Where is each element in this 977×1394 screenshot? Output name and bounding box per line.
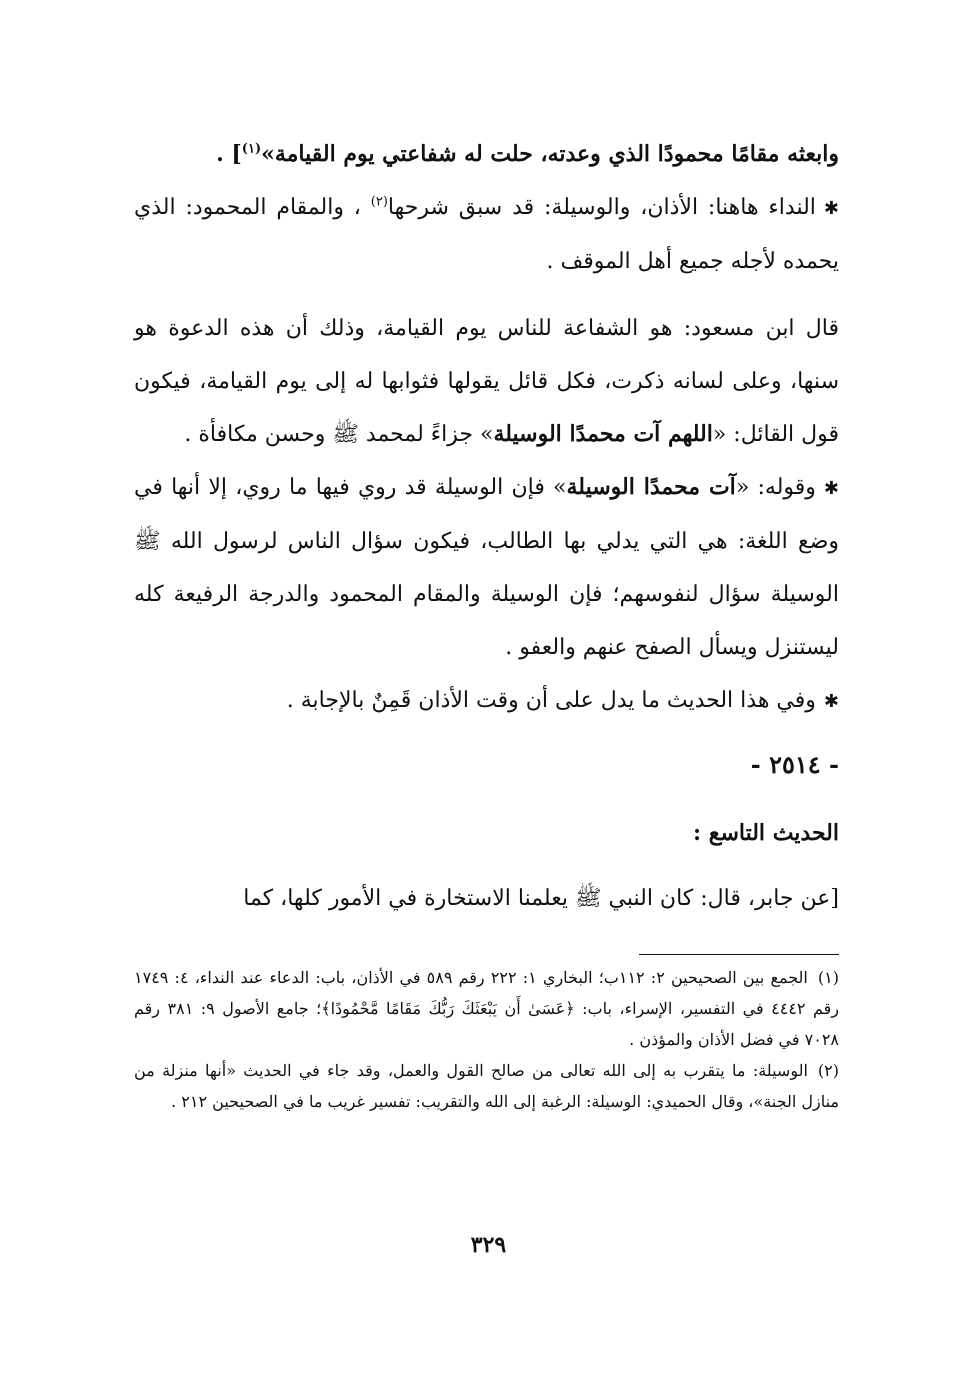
main-text [134, 128, 839, 925]
footnote-ref-1: (١) [241, 141, 262, 157]
paragraph-wasila [134, 461, 839, 674]
footnote-text: الجمع بين الصحيحين ٢: ١١٢ب؛ البخاري ١: ٢٢٢ رقم ٥٨٩ في الأذان، باب: الدعاء عند النداء، ٤: ١٧٤٩ رقم ٤٤٤٢ في التفسير، الإسراء، باب: ﴿عَسَىٰ أَن يَبْعَثَكَ رَبُّكَ مَقَامًا مَّحْمُودًا﴾؛ جامع الأصول ٩: ٣٨١ رقم ٧٠٢٨ في فضل الأذان والمؤذن . [134, 968, 840, 1049]
wasila-quote: آت محمدًا الوسيلة [566, 474, 736, 500]
asterisk-icon: ✱ [823, 198, 839, 219]
footnote-number: (١) [817, 968, 839, 987]
wasila-text-b: » فإن الوسيلة قد روي فيها ما روي، إلا أنها في وضع اللغة: هي التي يدلي بها الطالب، فيكون سؤال الناس لرسول الله ﷺ الوسيلة سؤال لنفوسهم؛ فإن الوسيلة والمقام المحمود والدرجة الرفيعة كله ليستنزل ويسأل الصفح عنهم والعفو . [134, 475, 839, 660]
ibn-masud-quote: اللهم آت محمدًا الوسيلة [493, 421, 713, 447]
hadith-ending-text: وابعثه مقامًا محمودًا الذي وعدته، حلت له شفاعتي يوم القيامة» [261, 141, 839, 167]
ibn-masud-text-b: » جزاءً لمحمد ﷺ وحسن مكافأة . [184, 422, 494, 447]
footnote-divider [639, 954, 839, 955]
paragraph-ibn-masud [134, 302, 839, 461]
footnote-ref-2: (٢) [370, 194, 388, 210]
footnote-1 [134, 962, 839, 1055]
asterisk-icon: ✱ [823, 691, 839, 712]
nida-text-b: ، والمقام المحمود: الذي يحمده لأجله جميع أهل الموقف . [134, 195, 839, 274]
asterisk-icon: ✱ [823, 478, 839, 499]
paragraph-nida [134, 181, 839, 288]
paragraph-hadith-ending [134, 128, 839, 181]
ibn-masud-text-a: قال ابن مسعود: هو الشفاعة للناس يوم القيامة، وذلك أن هذه الدعوة هو سنها، وعلى لسانه ذكرت، فكل قائل يقولها فثوابها له إلى يوم القيامة، فيكون قول القائل: « [134, 316, 839, 447]
footnote-2 [134, 1055, 839, 1117]
section-heading: الحديث التاسع : [692, 820, 839, 846]
footnote-text: الوسيلة: ما يتقرب به إلى الله تعالى من صالح القول والعمل، وقد جاء في الحديث «أنها منزلة من منازل الجنة»، وقال الحميدي: الوسيلة: الرغبة إلى الله والتقريب: تفسير غريب ما في الصحيحين ٢١٢ . [134, 1061, 839, 1111]
nida-text-a: النداء هاهنا: الأذان، والوسيلة: قد سبق شرحها [387, 195, 816, 220]
page-number: ٣٢٩ [470, 1232, 507, 1258]
paragraph-adhan-time [134, 674, 839, 728]
hadith-number: - ٢٥١٤ - [750, 750, 839, 779]
hadith-ending-bracket: ] . [216, 141, 242, 167]
footnotes [134, 962, 839, 1117]
paragraph-jabir: [عن جابر، قال: كان النبي ﷺ يعلمنا الاستخارة في الأمور كلها، كما [243, 886, 839, 911]
adhan-time-text: وفي هذا الحديث ما يدل على أن وقت الأذان قَمِنٌ بالإجابة . [286, 688, 816, 713]
wasila-text-a: وقوله: « [735, 475, 816, 500]
footnote-number: (٢) [817, 1061, 839, 1080]
